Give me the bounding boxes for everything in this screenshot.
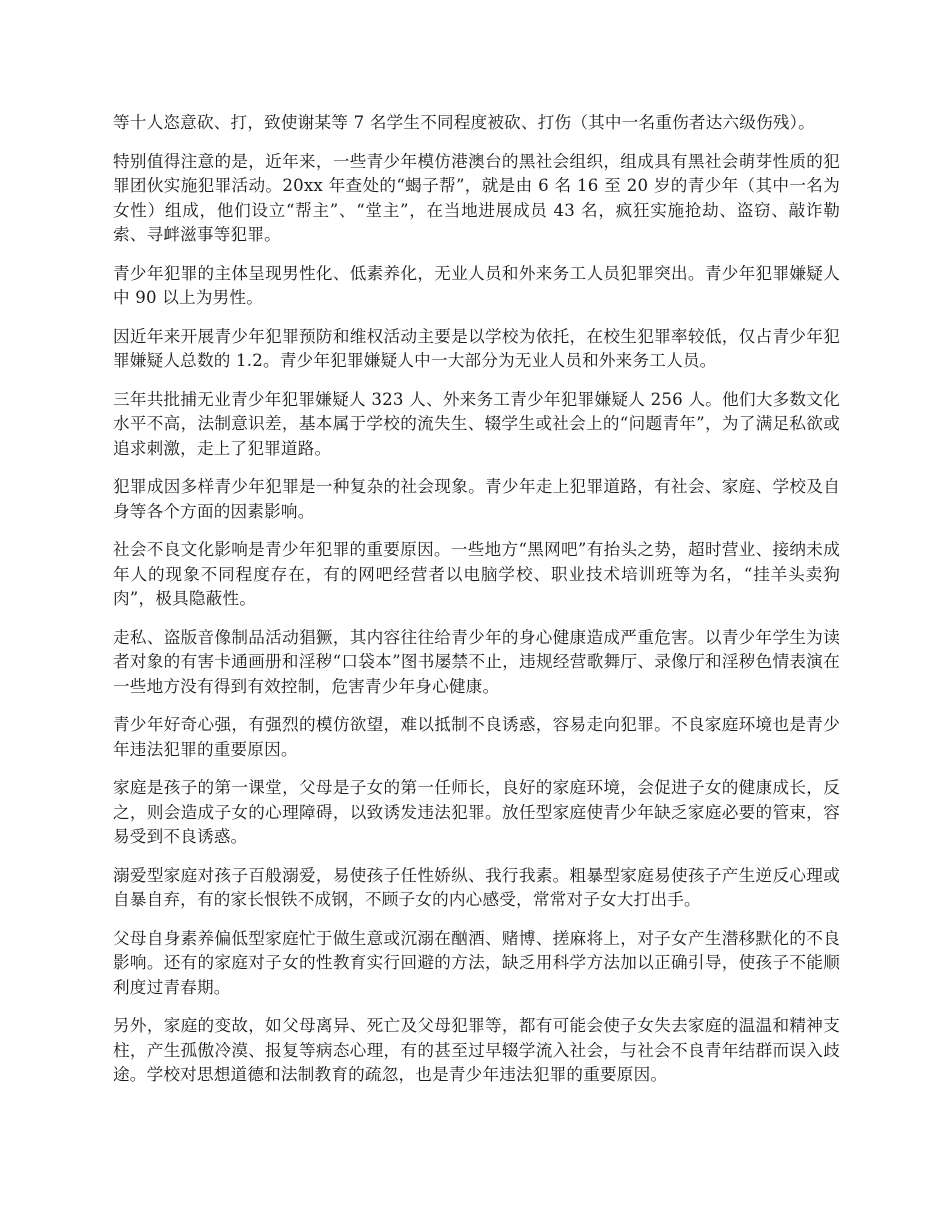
paragraph-3: 青少年犯罪的主体呈现男性化、低素养化，无业人员和外来务工人员犯罪突出。青少年犯罪嫌疑人中 90 以上为男性。 [113,263,840,307]
paragraph-7: 社会不良文化影响是青少年犯罪的重要原因。一些地方“黑网吧”有抬头之势，超时营业、接纳未成年人的现象不同程度存在，有的网吧经营者以电脑学校、职业技术培训班等为名，“挂羊头卖狗肉”，极具隐蔽性。 [113,540,840,608]
paragraph-13: 另外，家庭的变故，如父母离异、死亡及父母犯罪等，都有可能会使子女失去家庭的温温和精神支柱，产生孤傲冷漠、报复等病态心理，有的甚至过早辍学流入社会，与社会不良青年结群而误入歧途。学校对思想道德和法制教育的疏忽，也是青少年违法犯罪的重要原因。 [113,1016,840,1084]
paragraph-4: 因近年来开展青少年犯罪预防和维权活动主要是以学校为依托，在校生犯罪率较低，仅占青少年犯罪嫌疑人总数的 1.2。青少年犯罪嫌疑人中一大部分为无业人员和外来务工人员。 [113,326,840,370]
paragraph-11: 溺爱型家庭对孩子百般溺爱，易使孩子任性娇纵、我行我素。粗暴型家庭易使孩子产生逆反心理或自暴自弃，有的家长恨铁不成钢，不顾子女的内心感受，常常对子女大打出手。 [113,865,840,909]
paragraph-5: 三年共批捕无业青少年犯罪嫌疑人 323 人、外来务工青少年犯罪嫌疑人 256 人。他们大多数文化水平不高，法制意识差，基本属于学校的流失生、辍学生或社会上的“问题青年”，为了满足私欲或追求刺激，走上了犯罪道路。 [113,389,840,458]
paragraph-9: 青少年好奇心强，有强烈的模仿欲望，难以抵制不良诱惑，容易走向犯罪。不良家庭环境也是青少年违法犯罪的重要原因。 [113,715,840,759]
paragraph-1: 等十人恣意砍、打，致使谢某等 7 名学生不同程度被砍、打伤（其中一名重伤者达六级伤残）。 [113,113,815,132]
paragraph-12: 父母自身素养偏低型家庭忙于做生意或沉溺在酗酒、赌博、搓麻将上，对子女产生潜移默化的不良影响。还有的家庭对子女的性教育实行回避的方法，缺乏用科学方法加以正确引导，使孩子不能顺利度过青春期。 [113,928,840,997]
paragraph-6: 犯罪成因多样青少年犯罪是一种复杂的社会现象。青少年走上犯罪道路，有社会、家庭、学校及自身等各个方面的因素影响。 [113,477,840,521]
paragraph-8: 走私、盗版音像制品活动猖獗，其内容往往给青少年的身心健康造成严重危害。以青少年学生为读者对象的有害卡通画册和淫秽“口袋本”图书屡禁不止，违规经营歌舞厅、录像厅和淫秽色情表演在一些地方没有得到有效控制，危害青少年身心健康。 [113,627,840,696]
document-body [113,111,840,1102]
paragraph-2: 特别值得注意的是，近年来，一些青少年模仿港澳台的黑社会组织，组成具有黑社会萌芽性质的犯罪团伙实施犯罪活动。20xx 年查处的“蝎子帮”，就是由 6 名 16 至 20 岁的青少年（其中一名为女性）组成，他们设立“帮主”、“堂主”，在当地进展成员 43 名，疯狂实施抢劫、盗窃、敲诈勒索、寻衅滋事等犯罪。 [113,151,840,244]
paragraph-10: 家庭是孩子的第一课堂，父母是子女的第一任师长，良好的家庭环境，会促进子女的健康成长，反之，则会造成子女的心理障碍，以致诱发违法犯罪。放任型家庭使青少年缺乏家庭必要的管束，容易受到不良诱惑。 [113,778,840,846]
